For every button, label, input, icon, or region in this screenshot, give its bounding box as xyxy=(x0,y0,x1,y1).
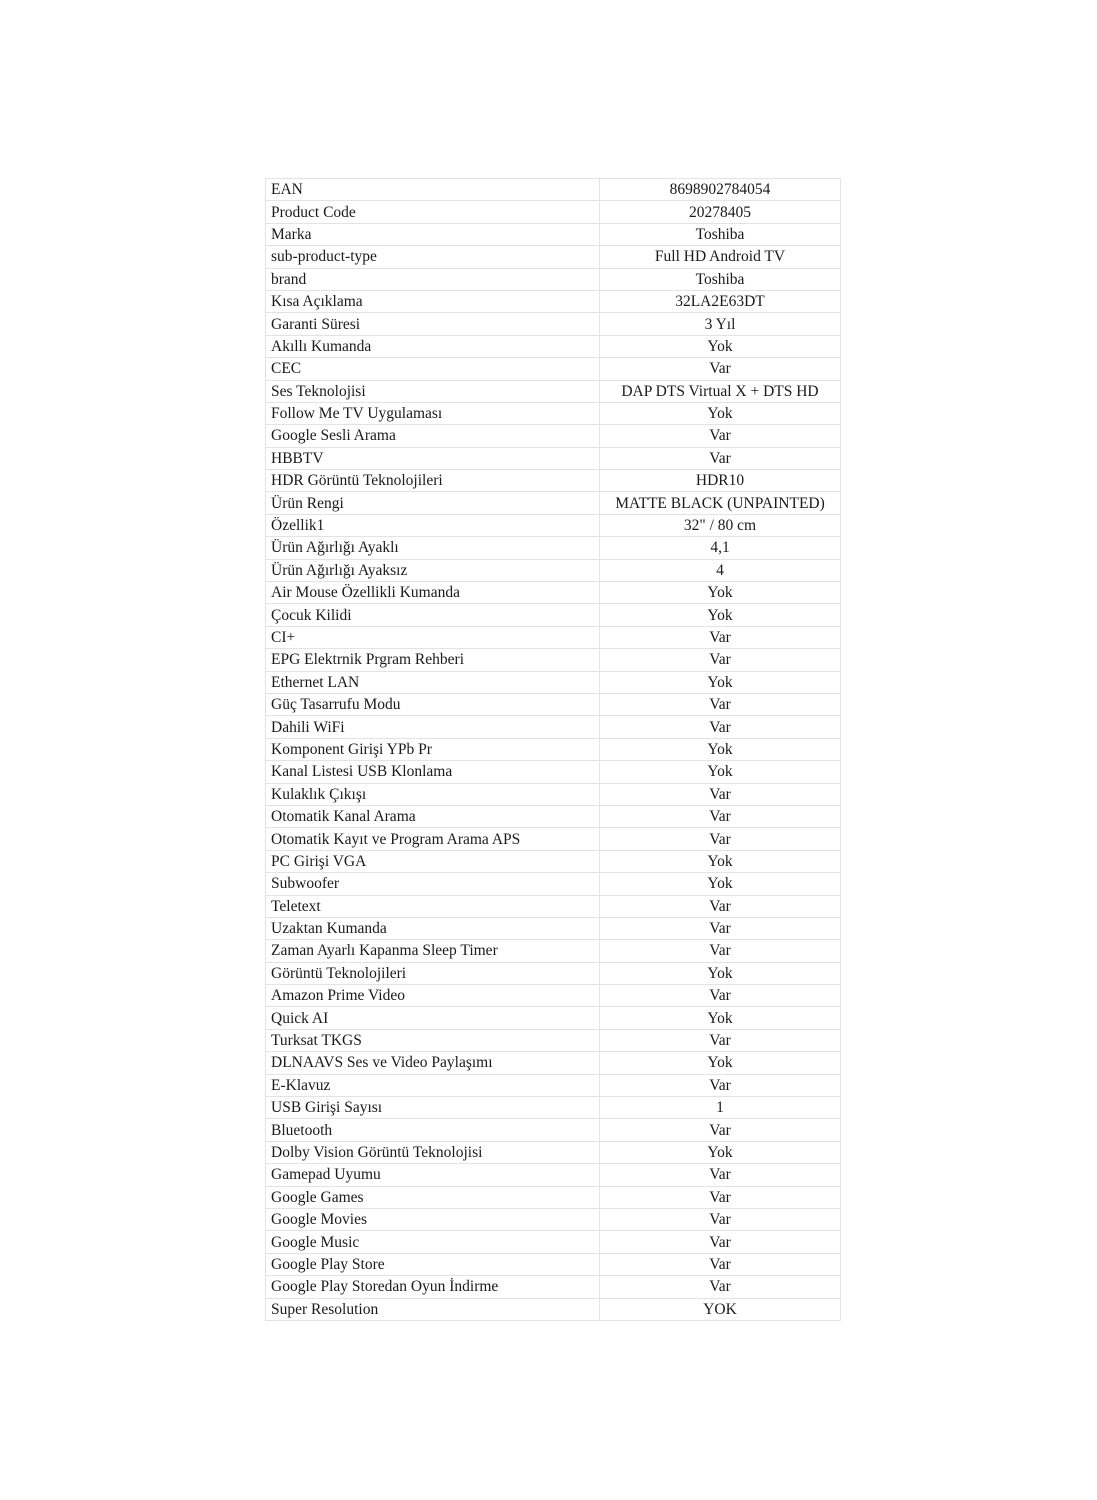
spec-key-cell: Komponent Girişi YPb Pr xyxy=(266,738,600,760)
spec-value-cell: Var xyxy=(600,917,841,939)
spec-table-body xyxy=(266,179,841,1321)
table-row xyxy=(266,649,841,671)
table-row xyxy=(266,1074,841,1096)
table-row xyxy=(266,604,841,626)
spec-value-cell: Yok xyxy=(600,604,841,626)
spec-key-cell: Uzaktan Kumanda xyxy=(266,917,600,939)
table-row xyxy=(266,179,841,201)
spec-key-cell: Çocuk Kilidi xyxy=(266,604,600,626)
table-row xyxy=(266,335,841,357)
spec-key-cell: USB Girişi Sayısı xyxy=(266,1097,600,1119)
spec-value-cell: Yok xyxy=(600,738,841,760)
spec-key-cell: sub-product-type xyxy=(266,246,600,268)
spec-value-cell: Var xyxy=(600,1119,841,1141)
spec-key-cell: Google Games xyxy=(266,1186,600,1208)
spec-value-cell: MATTE BLACK (UNPAINTED) xyxy=(600,492,841,514)
spec-value-cell: Yok xyxy=(600,402,841,424)
spec-value-cell: Toshiba xyxy=(600,268,841,290)
spec-key-cell: Akıllı Kumanda xyxy=(266,335,600,357)
spec-value-cell: 4,1 xyxy=(600,537,841,559)
spec-value-cell: DAP DTS Virtual X + DTS HD xyxy=(600,380,841,402)
spec-value-cell: Yok xyxy=(600,761,841,783)
spec-key-cell: Product Code xyxy=(266,201,600,223)
table-row xyxy=(266,201,841,223)
spec-key-cell: Ses Teknolojisi xyxy=(266,380,600,402)
spec-key-cell: Google Sesli Arama xyxy=(266,425,600,447)
table-row xyxy=(266,380,841,402)
table-row xyxy=(266,873,841,895)
table-row xyxy=(266,514,841,536)
spec-key-cell: Gamepad Uyumu xyxy=(266,1164,600,1186)
table-row xyxy=(266,716,841,738)
spec-value-cell: Yok xyxy=(600,582,841,604)
table-row xyxy=(266,962,841,984)
table-row xyxy=(266,290,841,312)
spec-key-cell: Kanal Listesi USB Klonlama xyxy=(266,761,600,783)
table-row xyxy=(266,582,841,604)
spec-value-cell: Var xyxy=(600,1074,841,1096)
spec-value-cell: Yok xyxy=(600,873,841,895)
spec-key-cell: Ürün Rengi xyxy=(266,492,600,514)
spec-value-cell: Yok xyxy=(600,1007,841,1029)
table-row xyxy=(266,895,841,917)
spec-value-cell: Var xyxy=(600,783,841,805)
spec-key-cell: Turksat TKGS xyxy=(266,1029,600,1051)
spec-value-cell: 20278405 xyxy=(600,201,841,223)
table-row xyxy=(266,313,841,335)
spec-key-cell: Teletext xyxy=(266,895,600,917)
spec-value-cell: 32" / 80 cm xyxy=(600,514,841,536)
table-row xyxy=(266,1007,841,1029)
spec-value-cell: Var xyxy=(600,447,841,469)
spec-key-cell: Garanti Süresi xyxy=(266,313,600,335)
spec-value-cell: HDR10 xyxy=(600,470,841,492)
spec-key-cell: DLNAAVS Ses ve Video Paylaşımı xyxy=(266,1052,600,1074)
spec-value-cell: Var xyxy=(600,1231,841,1253)
table-row xyxy=(266,358,841,380)
table-row xyxy=(266,559,841,581)
table-row xyxy=(266,1141,841,1163)
spec-key-cell: Otomatik Kayıt ve Program Arama APS xyxy=(266,828,600,850)
spec-key-cell: Google Movies xyxy=(266,1208,600,1230)
spec-value-cell: Full HD Android TV xyxy=(600,246,841,268)
spec-key-cell: Quick AI xyxy=(266,1007,600,1029)
table-row xyxy=(266,850,841,872)
spec-value-cell: Var xyxy=(600,716,841,738)
spec-value-cell: Var xyxy=(600,895,841,917)
table-row xyxy=(266,1119,841,1141)
spec-key-cell: Subwoofer xyxy=(266,873,600,895)
spec-key-cell: Bluetooth xyxy=(266,1119,600,1141)
spec-value-cell: Var xyxy=(600,828,841,850)
spec-value-cell: Var xyxy=(600,940,841,962)
table-row xyxy=(266,1029,841,1051)
spec-key-cell: Dahili WiFi xyxy=(266,716,600,738)
spec-key-cell: Google Play Store xyxy=(266,1253,600,1275)
table-row xyxy=(266,1052,841,1074)
spec-key-cell: PC Girişi VGA xyxy=(266,850,600,872)
table-row xyxy=(266,1231,841,1253)
spec-key-cell: Air Mouse Özellikli Kumanda xyxy=(266,582,600,604)
spec-value-cell: 1 xyxy=(600,1097,841,1119)
spec-key-cell: Google Music xyxy=(266,1231,600,1253)
spec-value-cell: Var xyxy=(600,358,841,380)
table-row xyxy=(266,1097,841,1119)
spec-key-cell: EAN xyxy=(266,179,600,201)
spec-value-cell: Var xyxy=(600,1029,841,1051)
spec-value-cell: 8698902784054 xyxy=(600,179,841,201)
spec-key-cell: Görüntü Teknolojileri xyxy=(266,962,600,984)
spec-value-cell: Var xyxy=(600,1186,841,1208)
table-row xyxy=(266,1298,841,1320)
table-row xyxy=(266,223,841,245)
spec-key-cell: CEC xyxy=(266,358,600,380)
table-row xyxy=(266,492,841,514)
table-row xyxy=(266,1208,841,1230)
spec-key-cell: Super Resolution xyxy=(266,1298,600,1320)
spec-key-cell: Otomatik Kanal Arama xyxy=(266,805,600,827)
table-row xyxy=(266,425,841,447)
table-row xyxy=(266,402,841,424)
spec-key-cell: Ürün Ağırlığı Ayaksız xyxy=(266,559,600,581)
spec-value-cell: Yok xyxy=(600,1141,841,1163)
spec-value-cell: 32LA2E63DT xyxy=(600,290,841,312)
table-row xyxy=(266,671,841,693)
spec-value-cell: Toshiba xyxy=(600,223,841,245)
spec-value-cell: YOK xyxy=(600,1298,841,1320)
spec-key-cell: Kulaklık Çıkışı xyxy=(266,783,600,805)
table-row xyxy=(266,246,841,268)
table-row xyxy=(266,738,841,760)
spec-key-cell: Özellik1 xyxy=(266,514,600,536)
spec-key-cell: EPG Elektrnik Prgram Rehberi xyxy=(266,649,600,671)
spec-key-cell: Kısa Açıklama xyxy=(266,290,600,312)
spec-value-cell: Var xyxy=(600,1164,841,1186)
spec-value-cell: Yok xyxy=(600,671,841,693)
spec-value-cell: Var xyxy=(600,1276,841,1298)
spec-value-cell: Var xyxy=(600,693,841,715)
table-row xyxy=(266,761,841,783)
spec-key-cell: Amazon Prime Video xyxy=(266,985,600,1007)
table-row xyxy=(266,828,841,850)
spec-value-cell: Var xyxy=(600,985,841,1007)
spec-value-cell: Var xyxy=(600,626,841,648)
table-row xyxy=(266,1164,841,1186)
spec-value-cell: Yok xyxy=(600,1052,841,1074)
table-row xyxy=(266,917,841,939)
table-row xyxy=(266,447,841,469)
spec-key-cell: brand xyxy=(266,268,600,290)
spec-key-cell: Dolby Vision Görüntü Teknolojisi xyxy=(266,1141,600,1163)
spec-key-cell: Follow Me TV Uygulaması xyxy=(266,402,600,424)
table-row xyxy=(266,1186,841,1208)
table-row xyxy=(266,985,841,1007)
spec-value-cell: 3 Yıl xyxy=(600,313,841,335)
table-row xyxy=(266,268,841,290)
table-row xyxy=(266,805,841,827)
spec-key-cell: CI+ xyxy=(266,626,600,648)
spec-key-cell: Google Play Storedan Oyun İndirme xyxy=(266,1276,600,1298)
spec-value-cell: 4 xyxy=(600,559,841,581)
spec-value-cell: Yok xyxy=(600,335,841,357)
spec-key-cell: Zaman Ayarlı Kapanma Sleep Timer xyxy=(266,940,600,962)
spec-key-cell: Marka xyxy=(266,223,600,245)
table-row xyxy=(266,1253,841,1275)
spec-value-cell: Var xyxy=(600,649,841,671)
table-row xyxy=(266,783,841,805)
spec-key-cell: Güç Tasarrufu Modu xyxy=(266,693,600,715)
spec-value-cell: Var xyxy=(600,1253,841,1275)
table-row xyxy=(266,537,841,559)
spec-value-cell: Yok xyxy=(600,850,841,872)
table-row xyxy=(266,940,841,962)
table-row xyxy=(266,470,841,492)
table-row xyxy=(266,626,841,648)
spec-key-cell: HBBTV xyxy=(266,447,600,469)
spec-value-cell: Var xyxy=(600,425,841,447)
spec-table xyxy=(265,178,841,1321)
spec-key-cell: Ethernet LAN xyxy=(266,671,600,693)
spec-value-cell: Var xyxy=(600,1208,841,1230)
table-row xyxy=(266,1276,841,1298)
spec-key-cell: Ürün Ağırlığı Ayaklı xyxy=(266,537,600,559)
spec-key-cell: HDR Görüntü Teknolojileri xyxy=(266,470,600,492)
spec-value-cell: Yok xyxy=(600,962,841,984)
table-row xyxy=(266,693,841,715)
spec-value-cell: Var xyxy=(600,805,841,827)
spec-key-cell: E-Klavuz xyxy=(266,1074,600,1096)
